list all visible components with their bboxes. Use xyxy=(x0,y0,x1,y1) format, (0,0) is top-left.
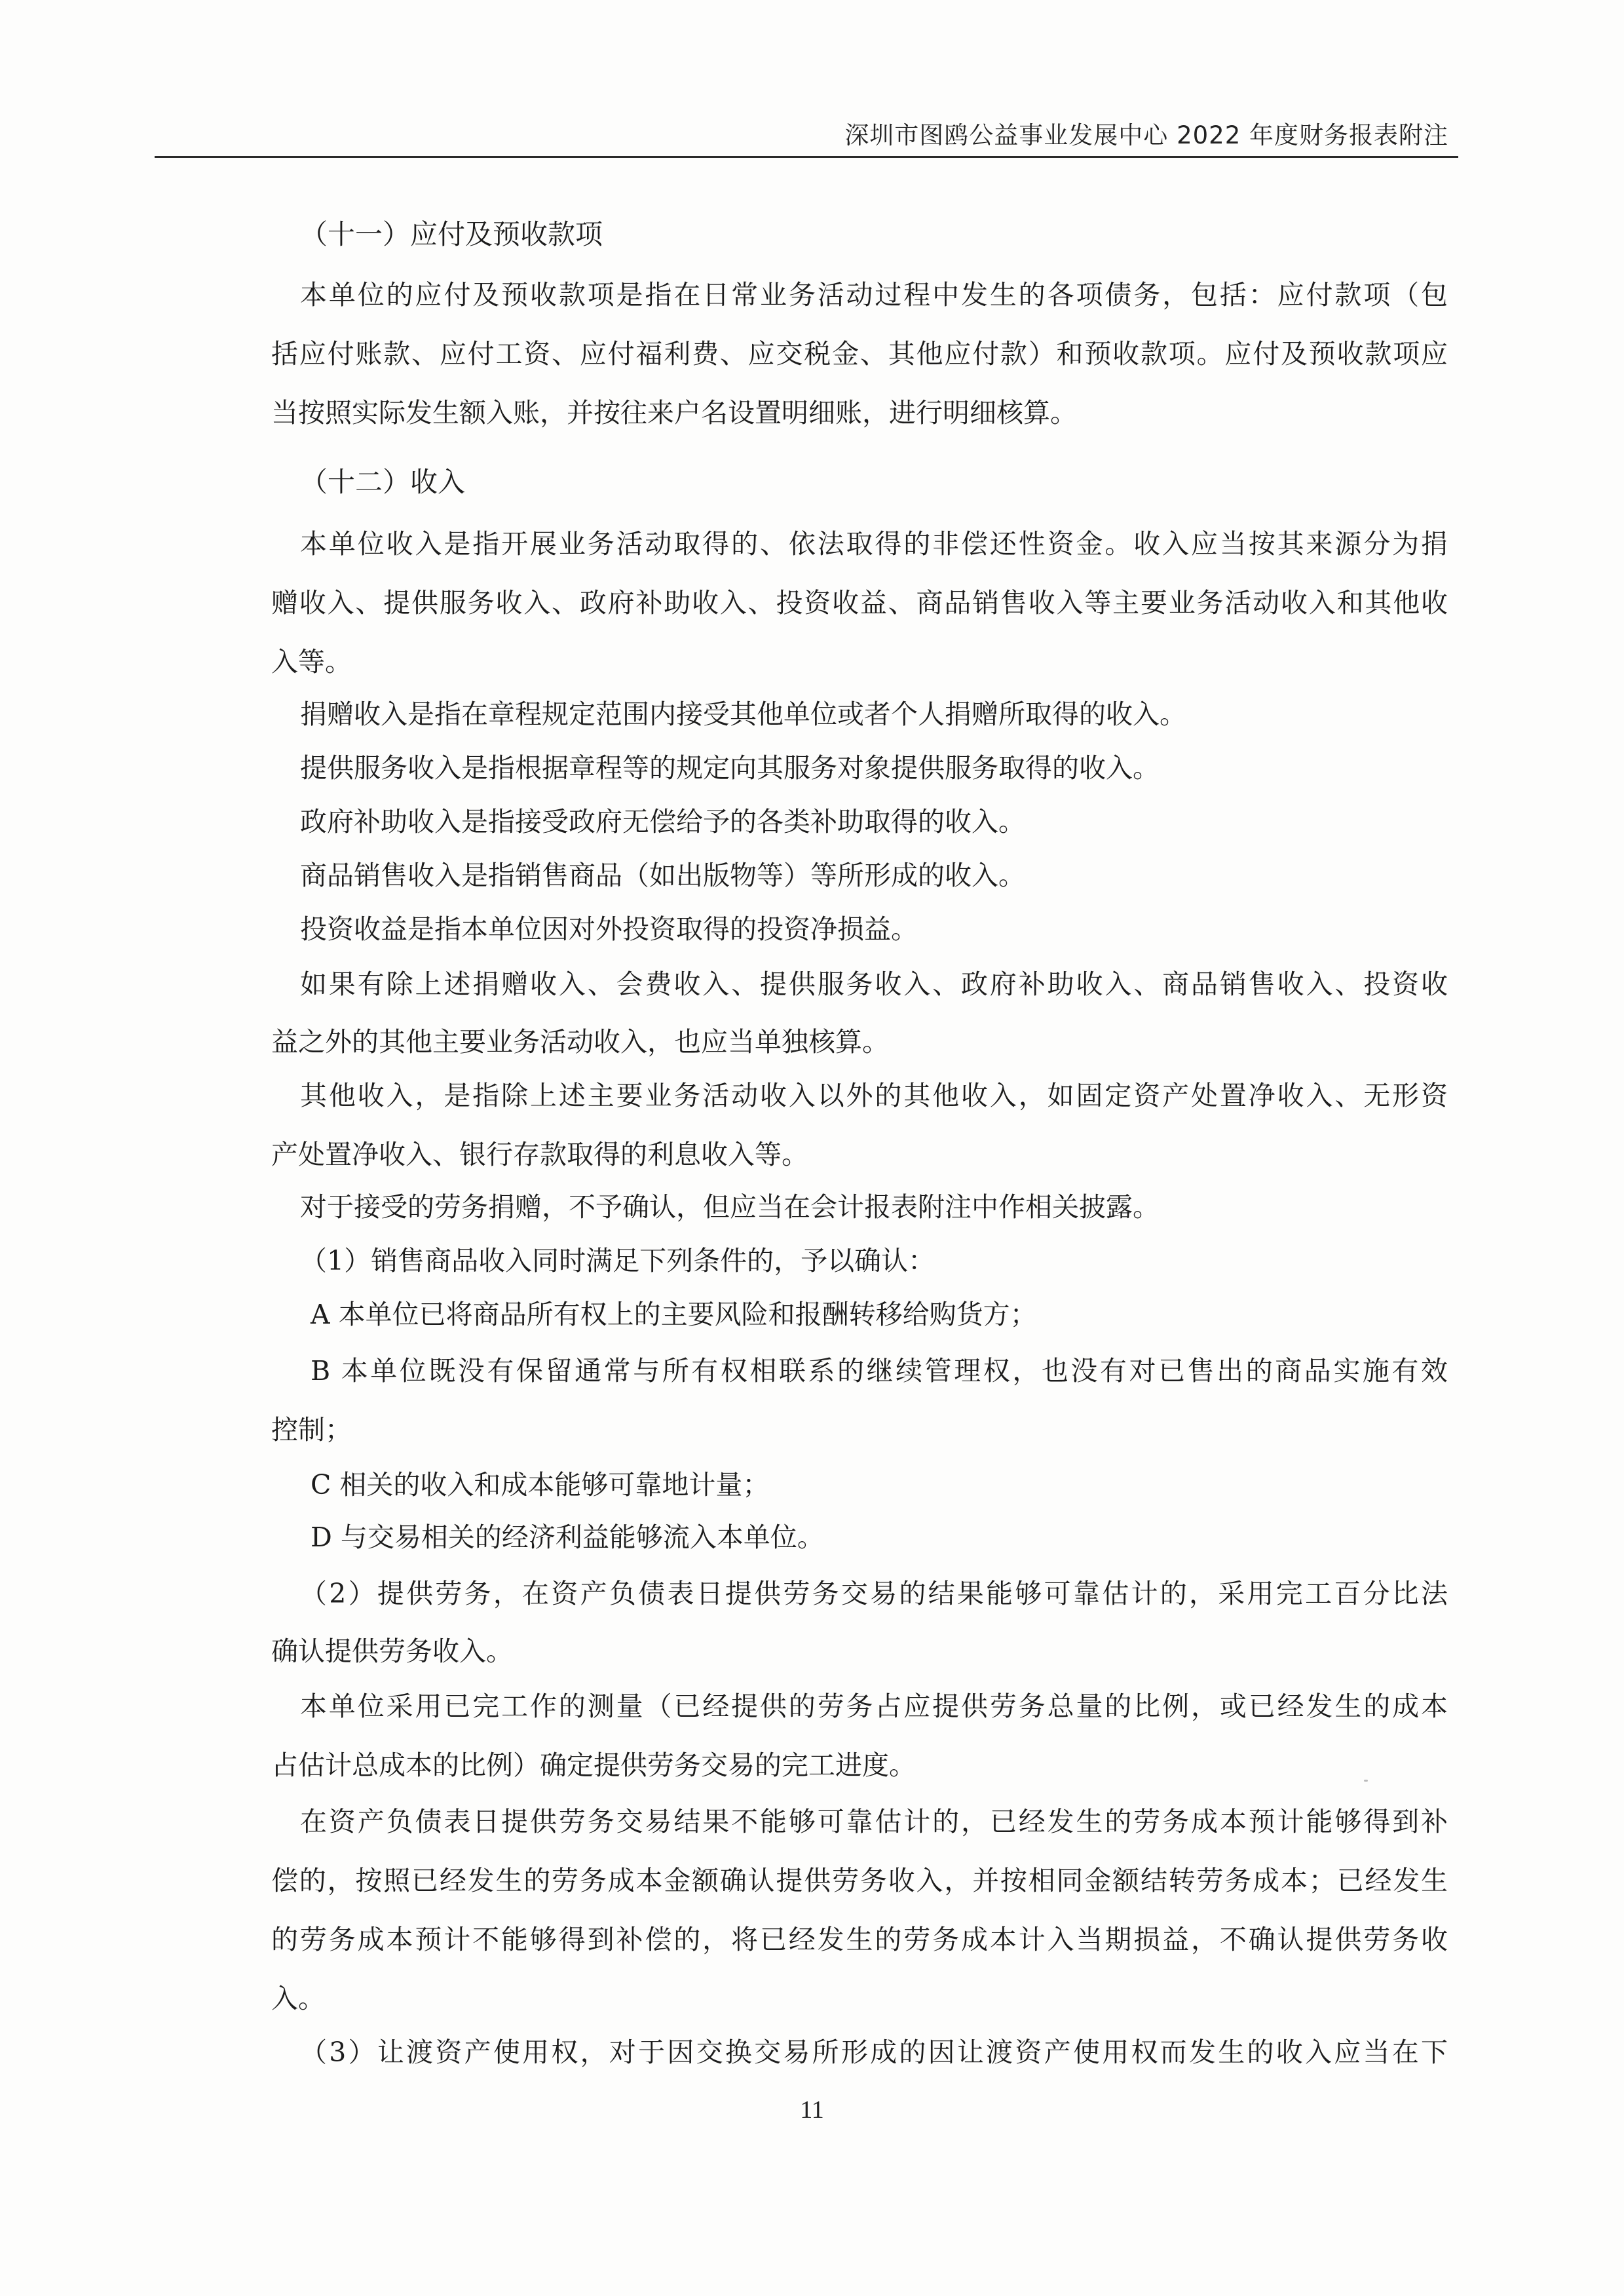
section-heading-revenue: （十二）收入 xyxy=(300,466,466,498)
paragraph-line: 占估计总成本的比例）确定提供劳务交易的完工进度。 xyxy=(271,1750,916,1781)
paragraph-line: 捐赠收入是指在章程规定范围内接受其他单位或者个人捐赠所取得的收入。 xyxy=(300,698,1186,730)
paragraph-line: 提供服务收入是指根据章程等的规定向其服务对象提供服务取得的收入。 xyxy=(300,752,1160,784)
paragraph-line: （1）销售商品收入同时满足下列条件的，予以确认： xyxy=(300,1245,935,1276)
paragraph-line: B 本单位既没有保留通常与所有权相联系的继续管理权，也没有对已售出的商品实施有效 xyxy=(311,1355,1448,1387)
paragraph-line: 在资产负债表日提供劳务交易结果不能够可靠估计的，已经发生的劳务成本预计能够得到补 xyxy=(300,1806,1448,1837)
paragraph-line: 括应付账款、应付工资、应付福利费、应交税金、其他应付款）和预收款项。应付及预收款项应 xyxy=(271,338,1448,370)
paragraph-line: 的劳务成本预计不能够得到补偿的，将已经发生的劳务成本计入当期损益，不确认提供劳务收 xyxy=(271,1924,1448,1955)
paragraph-line: 本单位的应付及预收款项是指在日常业务活动过程中发生的各项债务，包括：应付款项（包 xyxy=(300,279,1448,311)
paragraph-line: （3）让渡资产使用权，对于因交换交易所形成的因让渡资产使用权而发生的收入应当在下 xyxy=(300,2037,1448,2068)
running-header: 深圳市图鸥公益事业发展中心 2022 年度财务报表附注 xyxy=(844,121,1448,149)
paragraph-line: 本单位采用已完工作的测量（已经提供的劳务占应提供劳务总量的比例，或已经发生的成本 xyxy=(300,1691,1448,1722)
paragraph-line: 投资收益是指本单位因对外投资取得的投资净损益。 xyxy=(300,913,918,945)
paragraph-line: 其他收入，是指除上述主要业务活动收入以外的其他收入，如固定资产处置净收入、无形资 xyxy=(300,1080,1448,1111)
page-number: 11 xyxy=(800,2096,824,2124)
paragraph-line: 如果有除上述捐赠收入、会费收入、提供服务收入、政府补助收入、商品销售收入、投资收 xyxy=(300,968,1448,1000)
scan-speck xyxy=(1364,1780,1368,1782)
paragraph-line: 益之外的其他主要业务活动收入，也应当单独核算。 xyxy=(271,1026,889,1058)
paragraph-line: 当按照实际发生额入账，并按往来户名设置明细账，进行明细核算。 xyxy=(271,397,1077,429)
paragraph-line: 对于接受的劳务捐赠，不予确认，但应当在会计报表附注中作相关披露。 xyxy=(300,1191,1160,1223)
paragraph-line: 本单位收入是指开展业务活动取得的、依法取得的非偿还性资金。收入应当按其来源分为捐 xyxy=(300,528,1448,560)
paragraph-line: 政府补助收入是指接受政府无偿给予的各类补助取得的收入。 xyxy=(300,806,1025,837)
paragraph-line: 赠收入、提供服务收入、政府补助收入、投资收益、商品销售收入等主要业务活动收入和其他收 xyxy=(271,587,1448,619)
paragraph-line: 入。 xyxy=(271,1983,325,2014)
paragraph-line: C 相关的收入和成本能够可靠地计量； xyxy=(311,1469,770,1501)
paragraph-line: 控制； xyxy=(271,1414,352,1445)
paragraph-line: 偿的，按照已经发生的劳务成本金额确认提供劳务收入，并按相同金额结转劳务成本；已经发生 xyxy=(271,1865,1448,1896)
paragraph-line: A 本单位已将商品所有权上的主要风险和报酬转移给购货方； xyxy=(311,1299,1037,1330)
section-heading-payables: （十一）应付及预收款项 xyxy=(300,218,603,250)
paragraph-line: 确认提供劳务收入。 xyxy=(271,1636,513,1667)
paragraph-line: D 与交易相关的经济利益能够流入本单位。 xyxy=(311,1521,824,1553)
paragraph-line: 商品销售收入是指销售商品（如出版物等）等所形成的收入。 xyxy=(300,860,1025,891)
paragraph-line: 入等。 xyxy=(271,646,352,678)
paragraph-line: （2）提供劳务，在资产负债表日提供劳务交易的结果能够可靠估计的，采用完工百分比法 xyxy=(300,1578,1448,1609)
paragraph-line: 产处置净收入、银行存款取得的利息收入等。 xyxy=(271,1139,808,1170)
